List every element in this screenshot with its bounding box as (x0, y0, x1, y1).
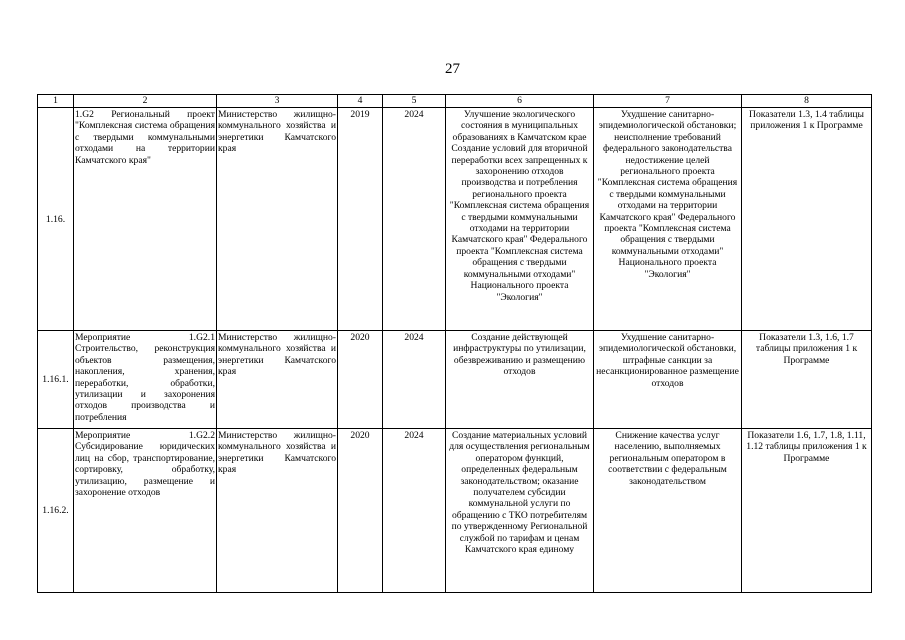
col-header-8: 8 (742, 95, 872, 108)
consequences: Снижение качества услуг населению, выполняемых региональным оператором в соответствии с федеральным законодательством (594, 429, 742, 593)
end-year: 2024 (383, 331, 446, 429)
consequences: Ухудшение санитарно-эпидемиологической обстановки; неисполнение требований федерального законодательства недостижение целей регионального проекта "Комплексная система обращения с твердыми коммунальными отходами на территории Камчатского края" Федерального проекта "Комплексная система обращения с твердыми коммунальными отходами" Национального проекта "Экология" (594, 108, 742, 331)
responsible-executor: Министерство жилищно-коммунального хозяйства и энергетики Камчатского края (217, 331, 338, 429)
table-row (38, 108, 872, 331)
start-year: 2020 (338, 429, 383, 593)
col-header-6: 6 (446, 95, 594, 108)
col-header-3: 3 (217, 95, 338, 108)
activity-name: Мероприятие 1.G2.2 Субсидирование юридических лиц на сбор, транспортирование, сортировку, обработку, утилизацию, размещение и захоронение отходов (74, 429, 217, 593)
related-indicators: Показатели 1.3, 1.4 таблицы приложения 1 к Программе (742, 108, 872, 331)
start-year: 2019 (338, 108, 383, 331)
expected-result: Создание действующей инфраструктуры по утилизации, обезвреживанию и размещению отходов (446, 331, 594, 429)
activity-name: Мероприятие 1.G2.1 Строительство, реконструкция объектов размещения, накопления, хранения, переработки, обработки, утилизации и захоронения отходов производства и потребления (74, 331, 217, 429)
row-number: 1.16.1. (38, 331, 74, 429)
col-header-1: 1 (38, 95, 74, 108)
end-year: 2024 (383, 108, 446, 331)
table-row (38, 331, 872, 429)
expected-result: Улучшение экологического состояния в муниципальных образованиях в Камчатском крае Создание условий для вторичной переработки всех запрещенных к захоронению отходов производства и потребления регионального проекта "Комплексная система обращения с твердыми коммунальными отходами на территории Камчатского края" Федерального проекта "Комплексная система обращения с твердыми коммунальными отходами" Национального проекта "Экология" (446, 108, 594, 331)
responsible-executor: Министерство жилищно-коммунального хозяйства и энергетики Камчатского края (217, 429, 338, 593)
col-header-2: 2 (74, 95, 217, 108)
related-indicators: Показатели 1.3, 1.6, 1.7 таблицы приложения 1 к Программе (742, 331, 872, 429)
responsible-executor: Министерство жилищно-коммунального хозяйства и энергетики Камчатского края (217, 108, 338, 331)
col-header-4: 4 (338, 95, 383, 108)
program-activities-table (37, 94, 872, 593)
activity-name: 1.G2 Региональный проект "Комплексная система обращения с твердыми коммунальными отходами на территории Камчатского края" (74, 108, 217, 331)
row-number: 1.16. (38, 108, 74, 331)
col-header-5: 5 (383, 95, 446, 108)
consequences: Ухудшение санитарно-эпидемиологической обстановки, штрафные санкции за несанкционированное размещение отходов (594, 331, 742, 429)
expected-result-text: Создание материальных условий для осуществления региональным оператором функций, определенных федеральным законодательством; оказание получателем субсидии коммунальной услуги по обращению с ТКО потребителям по утвержденному Региональной службой по тарифам и ценам Камчатского края единому (449, 430, 590, 556)
table-header-row (38, 95, 872, 108)
col-header-7: 7 (594, 95, 742, 108)
start-year: 2020 (338, 331, 383, 429)
related-indicators: Показатели 1.6, 1.7, 1.8, 1.11, 1.12 таблицы приложения 1 к Программе (742, 429, 872, 593)
table-row (38, 429, 872, 593)
expected-result (446, 429, 594, 593)
end-year: 2024 (383, 429, 446, 593)
page-number: 27 (445, 61, 460, 77)
row-number: 1.16.2. (38, 429, 74, 593)
